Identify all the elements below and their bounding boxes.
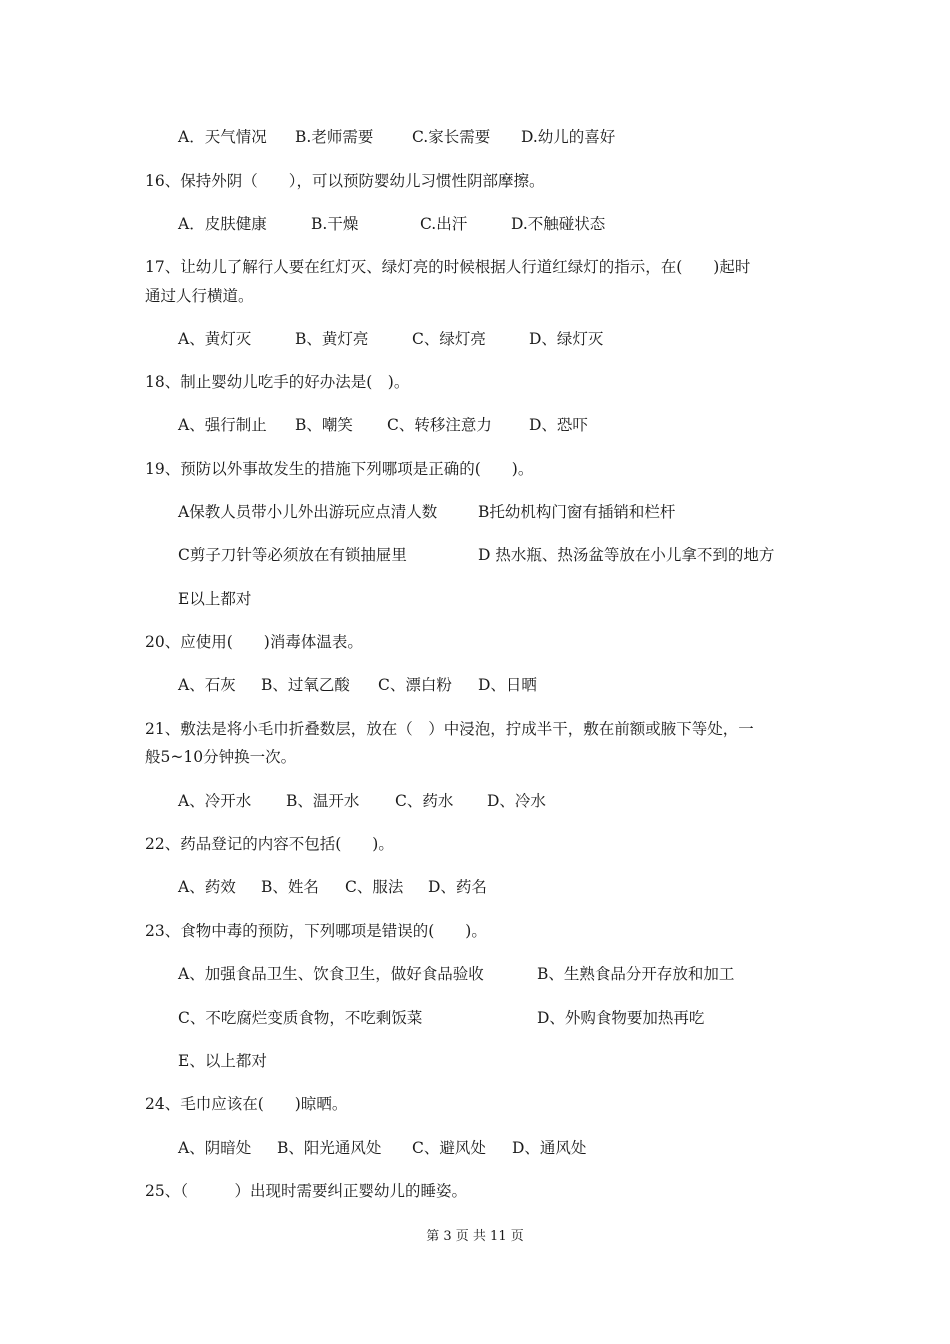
q22-option-c: C、服法 (345, 878, 404, 896)
q19-stem: 19、预防以外事故发生的措施下列哪项是正确的( )。 (145, 460, 534, 478)
q23-option-b: B、生熟食品分开存放和加工 (537, 965, 735, 983)
q19-option-e: E以上都对 (178, 590, 252, 608)
q19-option-c: C剪子刀针等必须放在有锁抽屉里 (178, 546, 407, 564)
q23-option-a: A、加强食品卫生、饮食卫生，做好食品验收 (178, 965, 484, 983)
q17-stem-line1: 17、让幼儿了解行人要在红灯灭、绿灯亮的时候根据人行道红绿灯的指示，在( )起时 (145, 258, 751, 276)
q16-option-d: D.不触碰状态 (511, 215, 606, 233)
q24-stem: 24、毛巾应该在( )晾晒。 (145, 1095, 348, 1113)
q19-option-d: D 热水瓶、热汤盆等放在小儿拿不到的地方 (478, 546, 775, 564)
q15-option-c: C.家长需要 (412, 128, 491, 146)
q16-option-b: B.干燥 (311, 215, 359, 233)
q23-stem: 23、食物中毒的预防，下列哪项是错误的( )。 (145, 922, 487, 940)
q24-option-a: A、阴暗处 (178, 1139, 252, 1157)
page-number-footer: 第 3 页 共 11 页 (426, 1229, 524, 1244)
q17-option-d: D、绿灯灭 (529, 330, 604, 348)
q20-option-c: C、漂白粉 (378, 676, 452, 694)
q23-option-c: C、不吃腐烂变质食物，不吃剩饭菜 (178, 1009, 423, 1027)
q24-option-b: B、阳光通风处 (277, 1139, 382, 1157)
q21-option-a: A、冷开水 (178, 792, 252, 810)
q24-option-c: C、避风处 (412, 1139, 486, 1157)
q18-stem: 18、制止婴幼儿吃手的好办法是( )。 (145, 373, 410, 391)
q21-option-c: C、药水 (395, 792, 454, 810)
q20-option-b: B、过氧乙酸 (261, 676, 350, 694)
q17-stem-line2: 通过人行横道。 (145, 287, 254, 305)
q16-stem: 16、保持外阴（ ），可以预防婴幼儿习惯性阴部摩擦。 (145, 172, 545, 190)
q23-option-d: D、外购食物要加热再吃 (537, 1009, 705, 1027)
q18-option-d: D、恐吓 (529, 416, 588, 434)
q21-stem-line2: 般5~10分钟换一次。 (145, 748, 297, 766)
q20-option-a: A、石灰 (178, 676, 236, 694)
q21-stem-line1: 21、敷法是将小毛巾折叠数层，放在（ ）中浸泡，拧成半干，敷在前额或腋下等处，一 (145, 720, 754, 738)
q19-option-a: A保教人员带小儿外出游玩应点清人数 (178, 503, 438, 521)
q18-option-c: C、转移注意力 (387, 416, 492, 434)
q22-stem: 22、药品登记的内容不包括( )。 (145, 835, 394, 853)
q18-option-b: B、嘲笑 (295, 416, 353, 434)
q21-option-b: B、温开水 (286, 792, 360, 810)
q15-option-d: D.幼儿的喜好 (521, 128, 616, 146)
q19-option-b: B托幼机构门窗有插销和栏杆 (478, 503, 676, 521)
q22-option-d: D、药名 (428, 878, 487, 896)
q25-stem: 25、（ ）出现时需要纠正婴幼儿的睡姿。 (145, 1182, 467, 1200)
q17-option-b: B、黄灯亮 (295, 330, 369, 348)
q18-option-a: A、强行制止 (178, 416, 267, 434)
q15-option-b: B.老师需要 (295, 128, 374, 146)
q16-option-a: A．皮肤健康 (178, 215, 267, 233)
q21-option-d: D、冷水 (487, 792, 546, 810)
q20-stem: 20、应使用( )消毒体温表。 (145, 633, 363, 651)
q22-option-b: B、姓名 (261, 878, 319, 896)
q15-option-a: A．天气情况 (178, 128, 267, 146)
q17-option-a: A、黄灯灭 (178, 330, 252, 348)
q20-option-d: D、日晒 (478, 676, 537, 694)
q16-option-c: C.出汗 (420, 215, 468, 233)
q23-option-e: E、以上都对 (178, 1052, 267, 1070)
q17-option-c: C、绿灯亮 (412, 330, 486, 348)
q24-option-d: D、通风处 (512, 1139, 587, 1157)
q22-option-a: A、药效 (178, 878, 236, 896)
